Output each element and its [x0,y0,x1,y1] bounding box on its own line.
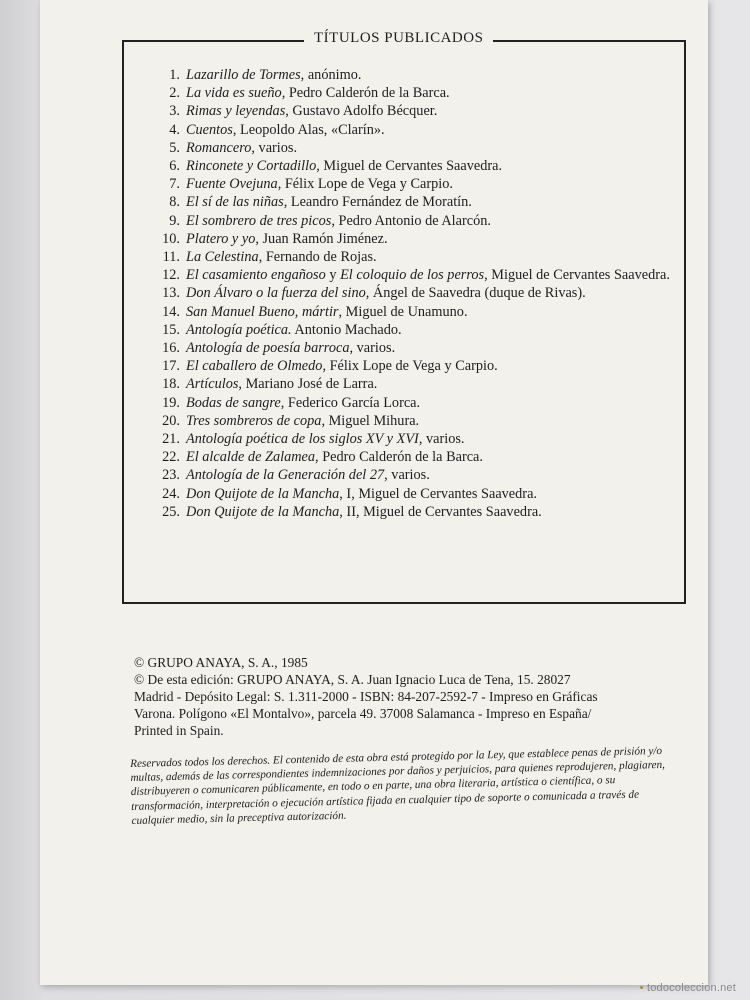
title-number: 3. [169,103,180,120]
title-number: 20. [162,412,180,429]
work-author: , II, Miguel de Cervantes Saavedra. [339,503,542,520]
title-entry [124,102,726,120]
watermark-dot: • [639,982,647,994]
work-title: Fuente Ovejuna [186,176,278,193]
title-entry [124,175,726,193]
copyright-line: Varona. Polígono «El Montalvo», parcela 49. 37008 Salamanca - Impreso en España/ [134,706,592,721]
work-title: San Manuel Bueno, mártir [186,303,339,320]
work-title: La vida es sueño [186,85,282,102]
work-author: , Miguel de Unamuno. [338,303,468,320]
work-title: Tres sombreros de copa [186,412,322,429]
titles-frame [122,30,686,604]
title-entry [124,248,726,266]
watermark [640,982,736,994]
title-entry [124,503,726,521]
title-entry [124,66,726,84]
title-number: 23. [162,467,180,484]
title-entry [124,339,726,357]
work-title: Rinconete y Cortadillo [186,158,317,175]
work-title: Artículos [186,376,239,393]
work-author: , Pedro Antonio de Alarcón. [331,212,491,229]
title-entry [124,212,726,230]
title-entry [124,193,726,211]
title-entry [124,430,726,448]
work-author: , Gustavo Adolfo Bécquer. [285,103,438,120]
copyright-line: Madrid - Depósito Legal: S. 1.311-2000 - ISBN: 84-207-2592-7 - Impreso en Gráficas [134,689,598,704]
work-author: , varios. [384,467,430,484]
title-entry [124,375,726,393]
copyright-line: Printed in Spain. [134,723,224,738]
title-number: 2. [169,85,180,102]
title-number: 5. [169,139,180,156]
title-number: 12. [162,267,180,284]
title-entry [124,394,726,412]
work-title: Romancero [186,139,252,156]
title-number: 14. [162,303,180,320]
work-title: La Celestina [186,249,259,266]
title-number: 15. [162,321,180,338]
work-title: Platero y yo [186,230,256,247]
work-author: , Pedro Calderón de la Barca. [281,85,450,102]
title-entry [124,230,726,248]
work-author: , Juan Ramón Jiménez. [255,230,388,247]
title-number: 17. [162,358,180,375]
title-number: 8. [169,194,180,211]
work-title: El sombrero de tres picos [186,212,332,229]
work-author: , anónimo. [300,67,362,83]
title-number: 10. [162,230,180,247]
work-title: Cuentos [186,121,233,138]
title-number: 4. [169,121,180,138]
title-number: 24. [162,485,180,502]
title-number: 21. [162,431,180,448]
title-entry [124,284,726,302]
title-entry [124,157,726,175]
work-title: Antología poética. [186,321,292,338]
work-title: Antología de la Generación del 27 [186,467,385,484]
work-author: , Félix Lope de Vega y Carpio. [322,358,498,375]
work-author: , Félix Lope de Vega y Carpio. [277,176,453,193]
title-entry [124,412,726,430]
work-author: , Miguel Mihura. [321,412,420,429]
work-author: , Pedro Calderón de la Barca. [315,449,483,466]
watermark-tld: .net [716,982,736,994]
work-author: , Federico García Lorca. [280,394,421,411]
title-number: 13. [162,285,180,302]
work-title: Antología poética de los siglos XV y XVI [186,431,419,448]
work-author: , Ángel de Saavedra (duque de Rivas). [365,285,586,302]
work-title: El sí de las niñas [186,194,284,211]
watermark-brand: todocoleccion [646,982,717,994]
title-entry [124,448,726,466]
title-entry [124,357,726,375]
copyright-line: © De esta edición: GRUPO ANAYA, S. A. Juan Ignacio Luca de Tena, 15. 28027 [134,672,571,687]
title-entry [124,466,726,484]
work-title: Lazarillo de Tormes [186,67,301,83]
work-title: El casamiento engañoso [186,267,326,284]
work-title: El coloquio de los perros [340,267,485,284]
title-entry [124,266,686,284]
work-author: , Leandro Fernández de Moratín. [283,194,472,211]
title-number: 22. [162,449,180,466]
work-author: , varios. [251,139,298,156]
work-author: Antonio Machado. [291,321,402,338]
title-entry [124,321,726,339]
work-title: Don Quijote de la Mancha [186,503,340,520]
copyright-line: © GRUPO ANAYA, S. A., 1985 [134,655,308,670]
rights-notice: Reservados todos los derechos. El contenido de esta obra está protegido por la Ley, que establece penas de prisión y/o multas, además de las correspondientes indemnizaciones por daños y perjuicios, para quienes reprodujeren, plagiaren, distribuyeren o comunicaren públicamente, en todo o en parte, una obra literaria, artística o científica, o su transformación, interpretación o ejecución artística fijada en cualquier tipo de soporte o comunicada a través de cualquier medio, sin la preceptiva autorización. [130,745,666,827]
title-number: 9. [169,212,180,229]
title-entry [124,303,726,321]
book-page [40,0,708,985]
work-title: El caballero de Olmedo [186,358,323,375]
title-number: 7. [169,176,180,193]
copyright-block [134,654,664,739]
work-title: Don Álvaro o la fuerza del sino [186,285,366,302]
title-entry [124,139,726,157]
work-author: , Miguel de Cervantes Saavedra. [484,267,670,284]
title-number: 1. [169,67,180,83]
title-number: 16. [162,340,180,357]
title-number: 19. [162,394,180,411]
work-author: , varios. [418,431,465,448]
work-author: , Miguel de Cervantes Saavedra. [316,158,503,175]
title-connector: y [325,267,341,284]
titles-list [124,66,726,521]
title-number: 18. [162,376,180,393]
work-title: Rimas y leyendas [186,103,286,120]
work-author: , I, Miguel de Cervantes Saavedra. [339,485,537,502]
work-author: , Mariano José de Larra. [238,376,378,393]
work-author: , varios. [349,340,396,357]
title-entry [124,121,726,139]
title-entry [124,84,726,102]
work-title: El alcalde de Zalamea [186,449,316,466]
title-number: 11. [162,249,180,266]
section-title: TÍTULOS PUBLICADOS [304,30,493,47]
work-author: , Fernando de Rojas. [258,249,377,266]
title-entry [124,485,726,503]
work-title: Bodas de sangre [186,394,281,411]
work-title: Antología de poesía barroca [186,340,350,357]
work-author: , Leopoldo Alas, «Clarín». [232,121,385,138]
title-number: 6. [169,158,180,175]
work-title: Don Quijote de la Mancha [186,485,340,502]
title-number: 25. [162,503,180,520]
